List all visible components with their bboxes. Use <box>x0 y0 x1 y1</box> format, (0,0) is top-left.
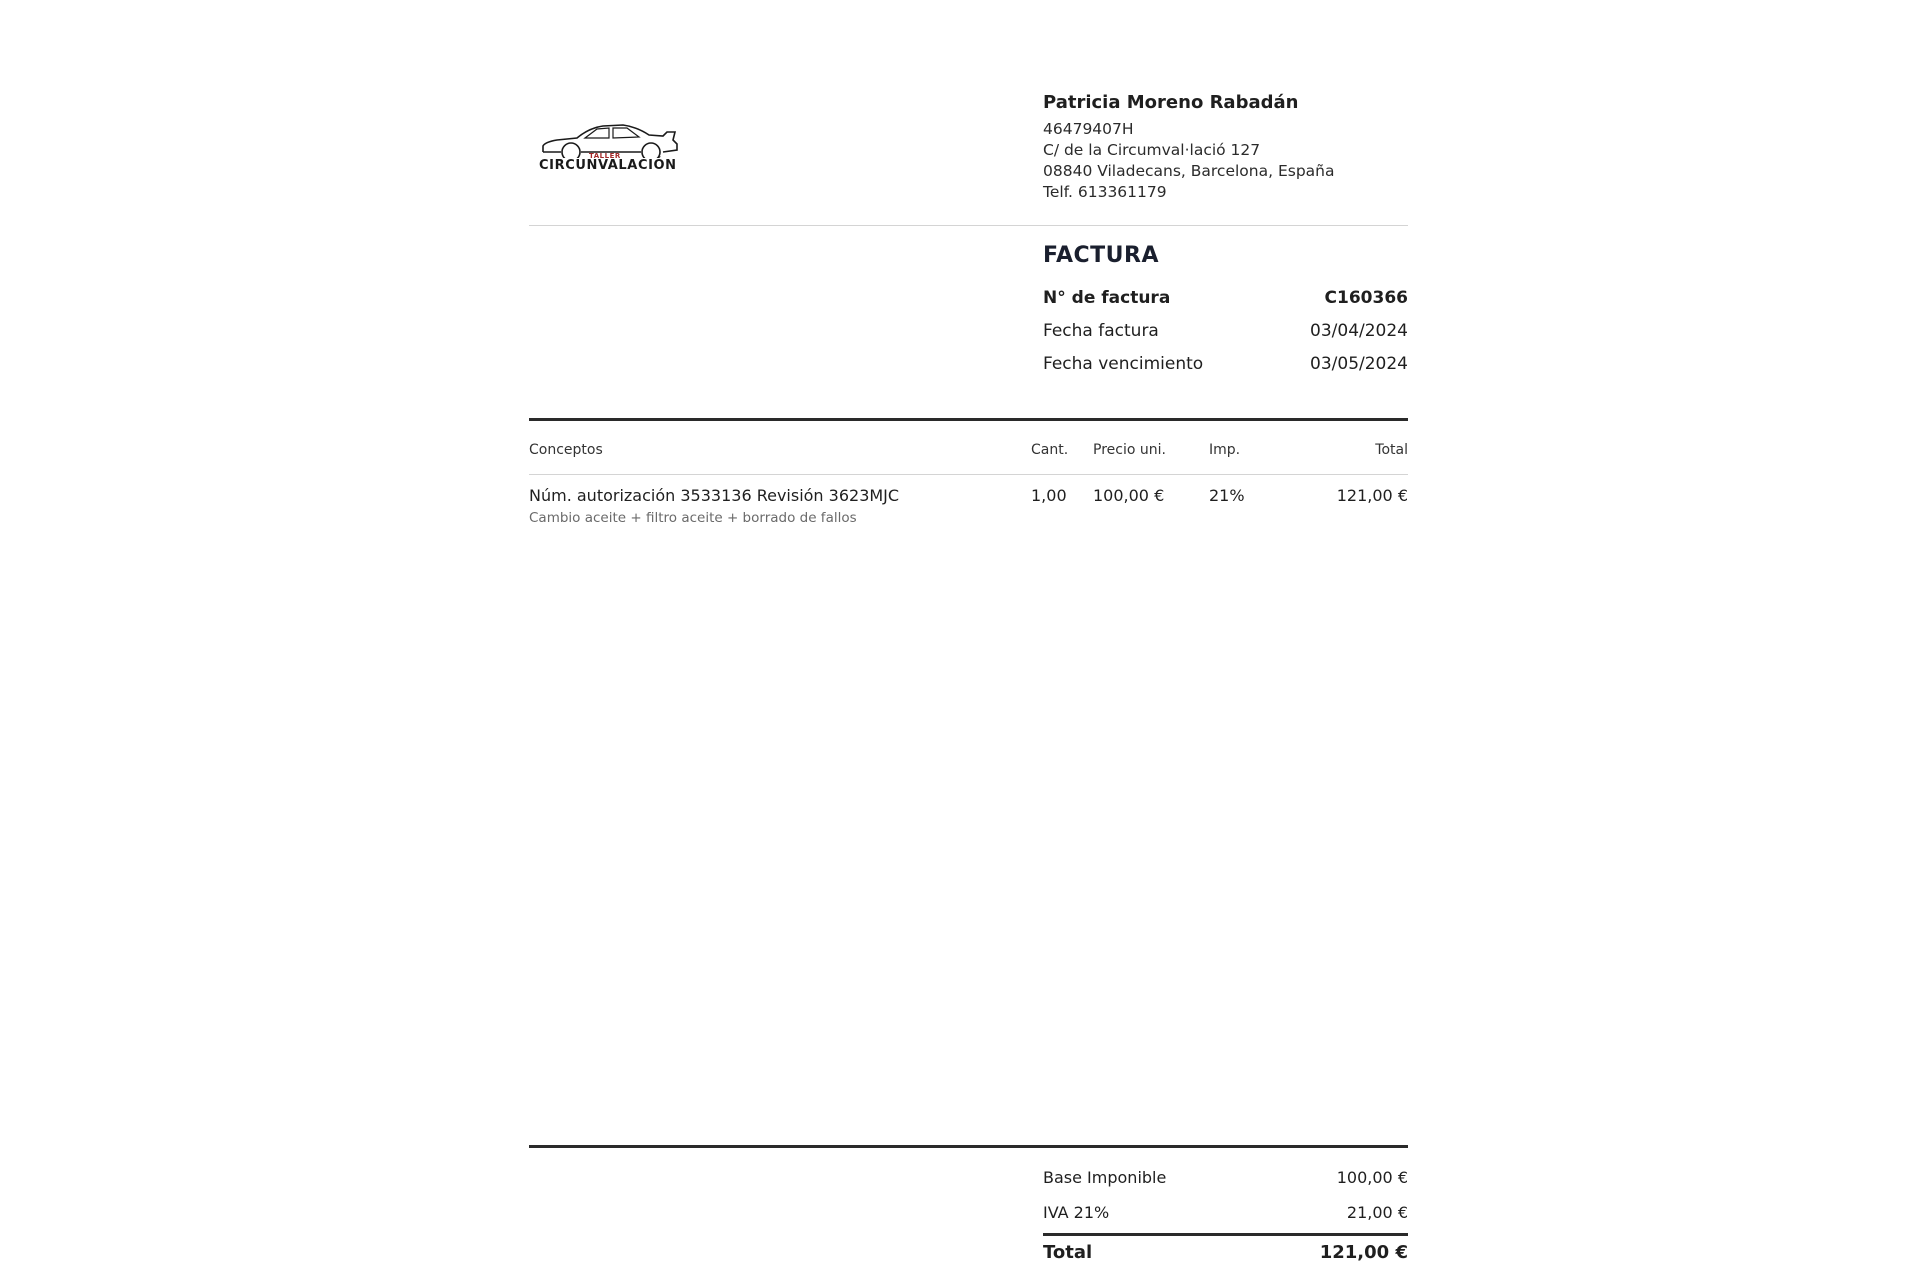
client-name: Patricia Moreno Rabadán <box>1043 92 1299 113</box>
invoice-date-label: Fecha factura <box>1043 321 1159 341</box>
header-price: Precio uni. <box>1093 442 1166 458</box>
logo-small-text: TALLER <box>589 152 621 160</box>
row-concept: Núm. autorización 3533136 Revisión 3623MJC <box>529 486 900 505</box>
header-divider <box>529 225 1408 226</box>
iva-value: 21,00 € <box>1346 1203 1408 1222</box>
row-qty: 1,00 <box>1031 486 1067 505</box>
totals-block <box>1043 1160 1408 1263</box>
invoice-number: C160366 <box>1324 288 1408 308</box>
client-id: 46479407H <box>1043 120 1134 138</box>
company-logo <box>537 118 687 178</box>
total-label: Total <box>1043 1242 1093 1263</box>
invoice-due-label: Fecha vencimiento <box>1043 354 1204 374</box>
invoice-page <box>529 0 1408 1263</box>
client-address-line1: C/ de la Circumval·lació 127 <box>1043 141 1261 159</box>
client-info <box>1043 92 1408 203</box>
row-description: Cambio aceite + filtro aceite + borrado de fallos <box>529 510 857 526</box>
table-top-rule <box>529 418 1408 421</box>
invoice-date-row <box>1043 315 1408 348</box>
total-divider <box>1043 1233 1408 1236</box>
header-total: Total <box>1375 442 1408 458</box>
invoice-due: 03/05/2024 <box>1310 354 1408 374</box>
client-address-line2: 08840 Viladecans, Barcelona, España <box>1043 162 1335 180</box>
row-tax: 21% <box>1209 486 1245 505</box>
header-qty: Cant. <box>1031 442 1069 458</box>
base-label: Base Imponible <box>1043 1168 1167 1187</box>
client-phone: Telf. 613361179 <box>1043 183 1167 201</box>
invoice-meta <box>1043 243 1408 381</box>
header-tax: Imp. <box>1209 442 1241 458</box>
iva-row <box>1043 1195 1408 1230</box>
iva-label: IVA 21% <box>1043 1203 1110 1222</box>
logo-text: CIRCUNVALACIÓN <box>539 158 677 173</box>
totals-top-rule <box>529 1145 1408 1148</box>
invoice-title: FACTURA <box>1043 243 1160 268</box>
base-value: 100,00 € <box>1336 1168 1408 1187</box>
invoice-number-label: N° de factura <box>1043 288 1171 308</box>
row-price: 100,00 € <box>1093 486 1165 505</box>
base-row <box>1043 1160 1408 1195</box>
table-header-divider <box>529 474 1408 475</box>
row-total: 121,00 € <box>1336 486 1408 505</box>
invoice-date: 03/04/2024 <box>1310 321 1408 341</box>
invoice-due-row <box>1043 348 1408 381</box>
total-value: 121,00 € <box>1319 1242 1408 1263</box>
header-concepts: Conceptos <box>529 442 603 458</box>
invoice-number-row <box>1043 282 1408 315</box>
